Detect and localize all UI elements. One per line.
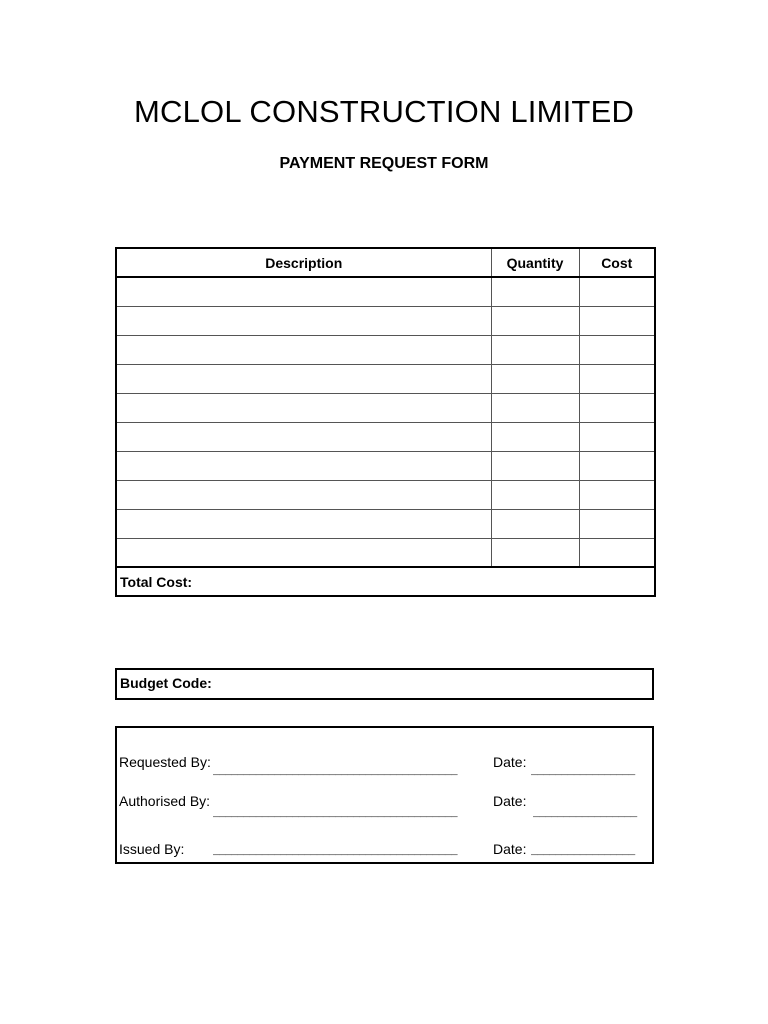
cost-cell[interactable] (579, 509, 655, 538)
issued-by-date-line[interactable]: _________________ (531, 846, 635, 858)
table-row (116, 393, 655, 422)
cost-cell[interactable] (579, 393, 655, 422)
issued-by-date-label: Date: (493, 841, 527, 857)
quantity-cell[interactable] (491, 335, 579, 364)
cost-cell[interactable] (579, 364, 655, 393)
total-cost-label: Total Cost: (120, 573, 193, 590)
table-row (116, 364, 655, 393)
table-row (116, 335, 655, 364)
authorised-by-date-label: Date: (493, 793, 527, 809)
description-cell[interactable] (116, 480, 491, 509)
cost-cell[interactable] (579, 422, 655, 451)
quantity-cell[interactable] (491, 451, 579, 480)
requested-by-date-label: Date: (493, 754, 527, 770)
description-cell[interactable] (116, 538, 491, 567)
description-cell[interactable] (116, 364, 491, 393)
column-header-description: Description (116, 248, 491, 277)
budget-code-field[interactable] (115, 668, 654, 700)
quantity-cell[interactable] (491, 422, 579, 451)
requested-by-label: Requested By: (119, 754, 211, 770)
cost-cell[interactable] (579, 480, 655, 509)
authorised-by-label: Authorised By: (119, 793, 211, 809)
quantity-cell[interactable] (491, 509, 579, 538)
quantity-cell[interactable] (491, 480, 579, 509)
quantity-cell[interactable] (491, 538, 579, 567)
form-title: PAYMENT REQUEST FORM (279, 155, 489, 172)
total-cost-cell[interactable] (116, 567, 655, 596)
issued-by-signature-line[interactable]: ________________________________________ (213, 846, 458, 858)
items-table (115, 247, 656, 597)
description-cell[interactable] (116, 277, 491, 306)
table-row (116, 422, 655, 451)
cost-cell[interactable] (579, 335, 655, 364)
authorised-by-signature-line[interactable]: ________________________________________ (213, 808, 458, 820)
issued-by-label: Issued By: (119, 841, 185, 857)
description-cell[interactable] (116, 509, 491, 538)
table-row (116, 509, 655, 538)
budget-code-label: Budget Code: (120, 675, 212, 691)
total-cost-row (116, 567, 655, 596)
signature-section (115, 726, 654, 864)
table-row (116, 277, 655, 306)
quantity-cell[interactable] (491, 277, 579, 306)
description-cell[interactable] (116, 393, 491, 422)
table-row (116, 451, 655, 480)
quantity-cell[interactable] (491, 393, 579, 422)
requested-by-date-line[interactable]: _________________ (531, 766, 635, 778)
table-header-row (116, 248, 655, 277)
description-cell[interactable] (116, 451, 491, 480)
column-header-quantity: Quantity (491, 248, 579, 277)
column-header-cost: Cost (579, 248, 655, 277)
authorised-by-date-line[interactable]: _________________ (533, 808, 637, 820)
table-row (116, 306, 655, 335)
cost-cell[interactable] (579, 306, 655, 335)
description-cell[interactable] (116, 422, 491, 451)
requested-by-signature-line[interactable]: ________________________________________ (213, 766, 458, 778)
description-cell[interactable] (116, 306, 491, 335)
quantity-cell[interactable] (491, 306, 579, 335)
table-row (116, 538, 655, 567)
table-row (116, 480, 655, 509)
description-cell[interactable] (116, 335, 491, 364)
cost-cell[interactable] (579, 451, 655, 480)
quantity-cell[interactable] (491, 364, 579, 393)
cost-cell[interactable] (579, 538, 655, 567)
cost-cell[interactable] (579, 277, 655, 306)
company-name: MCLOL CONSTRUCTION LIMITED (133, 94, 635, 129)
